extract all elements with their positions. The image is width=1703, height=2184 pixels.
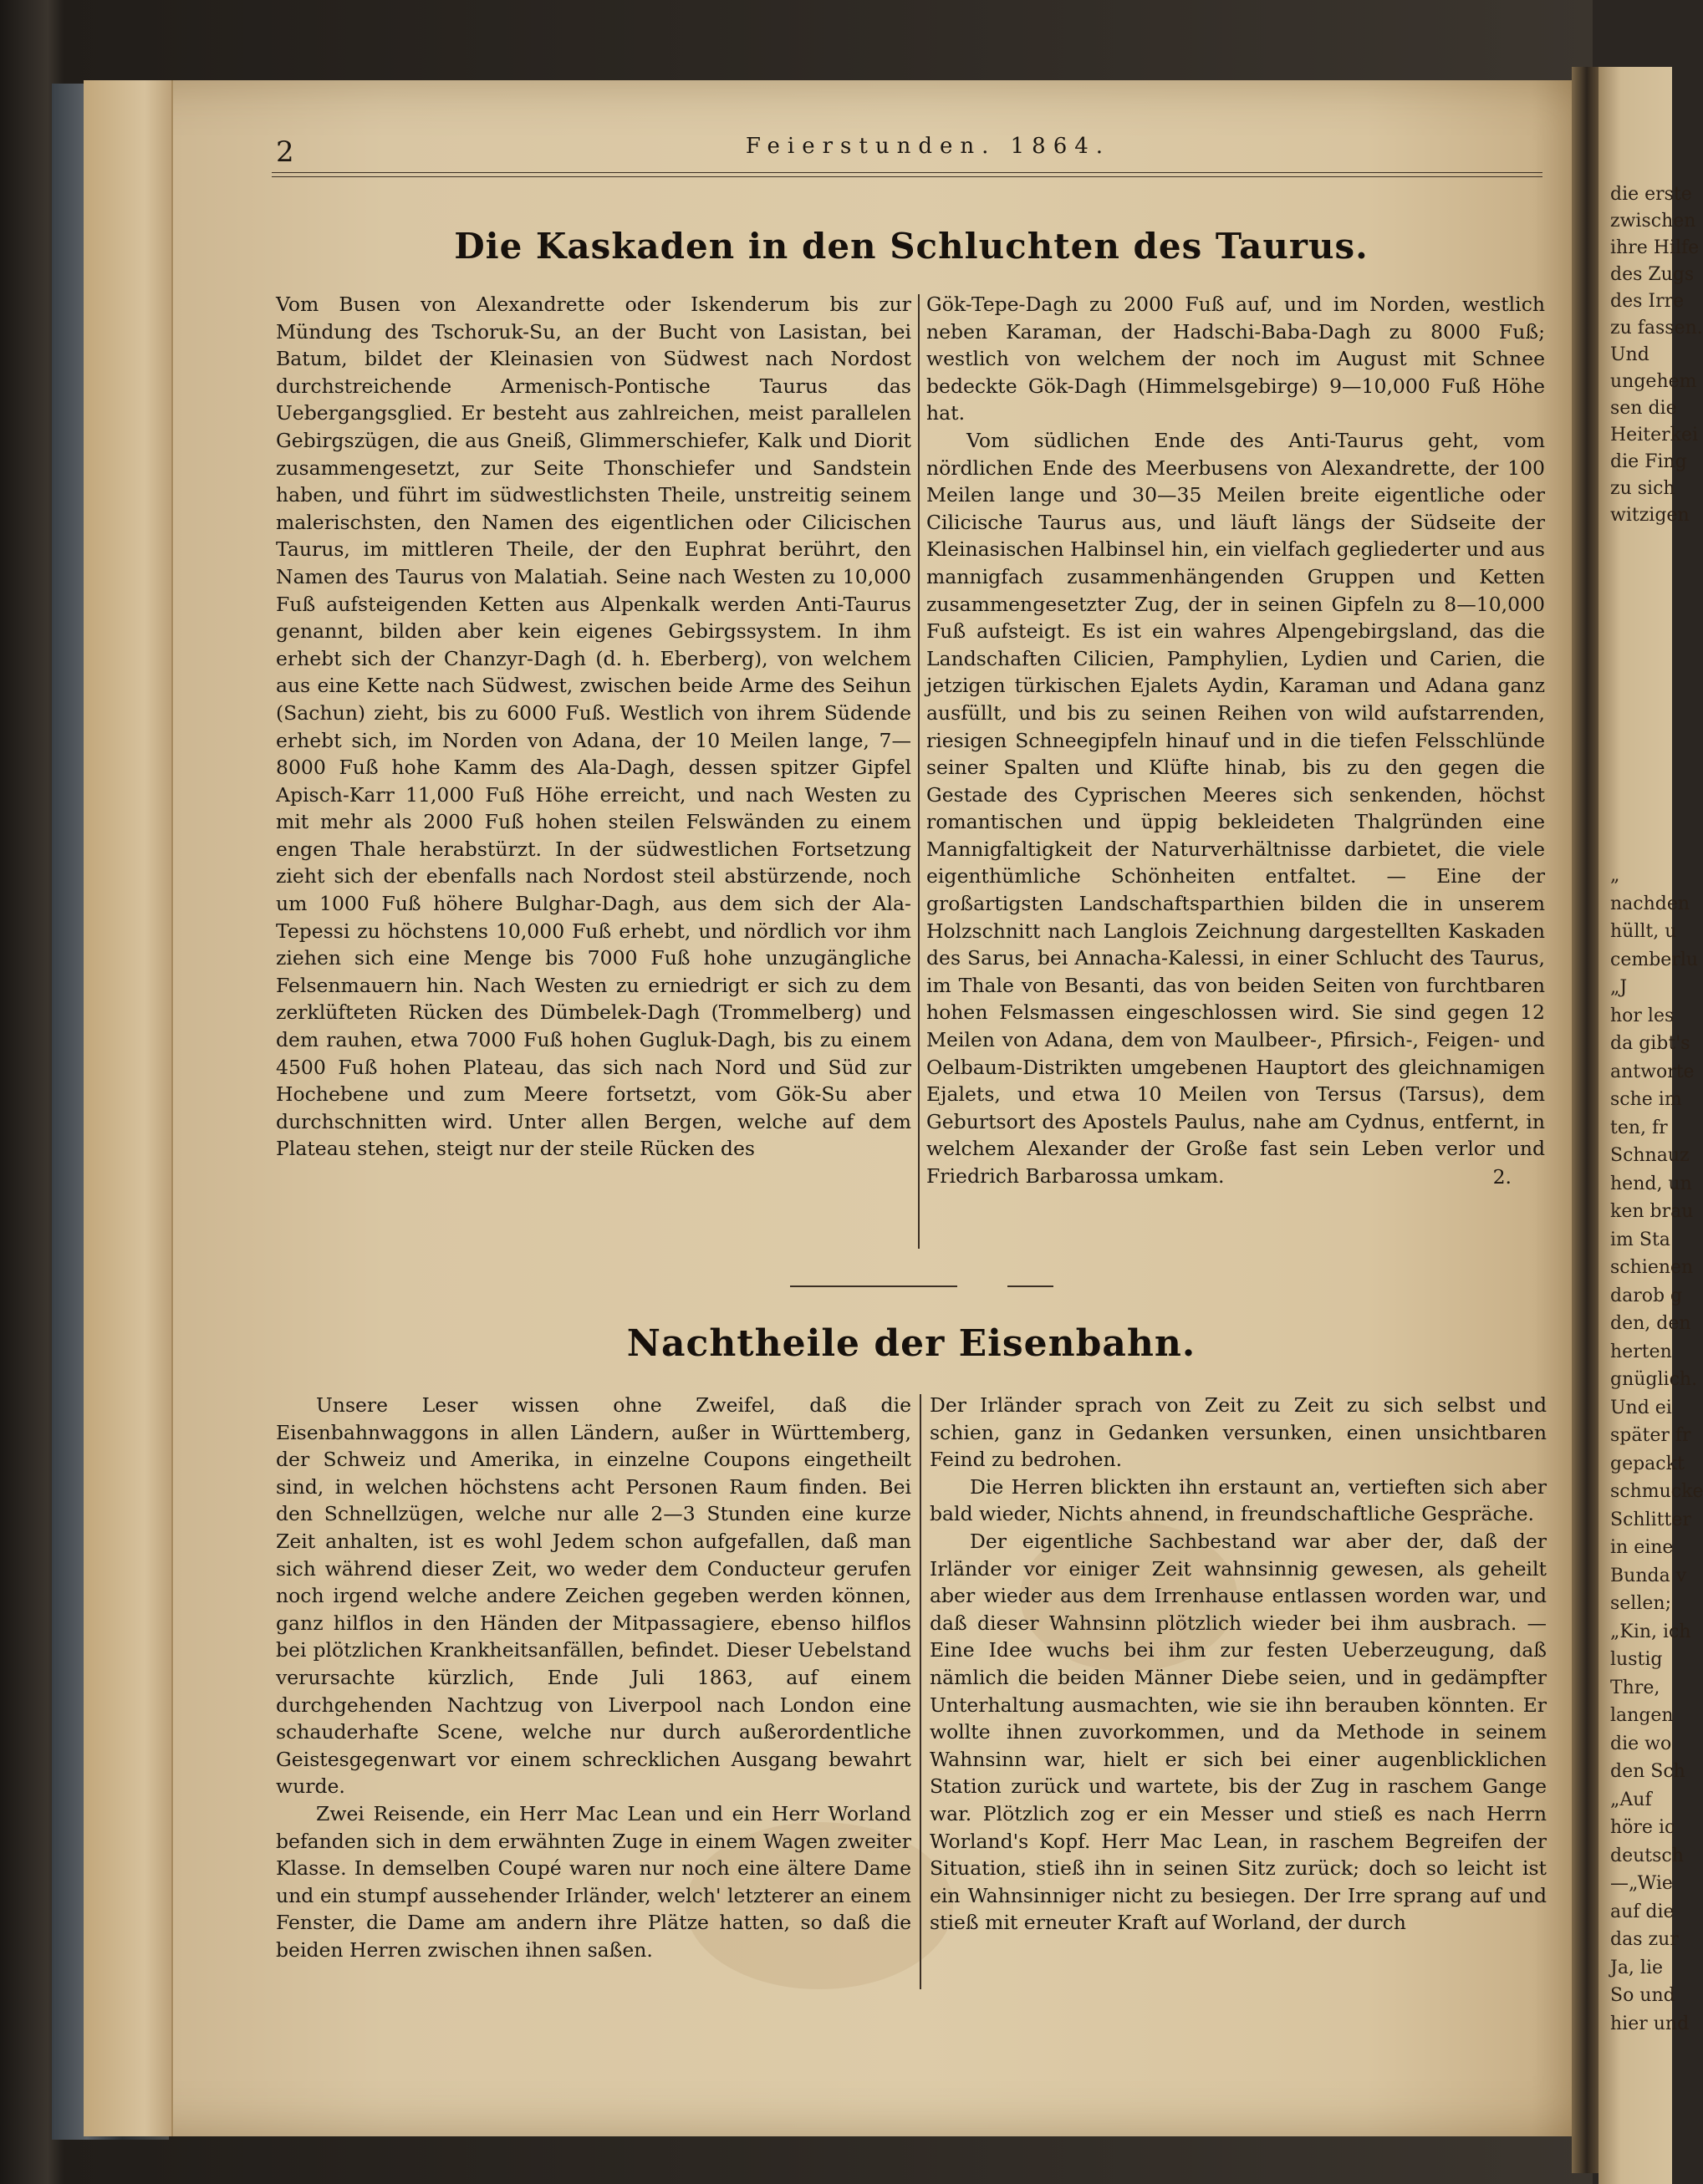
page-fold (84, 80, 173, 2136)
adjacent-page-fragment: Thre, (1610, 1677, 1660, 1698)
article-column-right (926, 291, 1545, 1252)
adjacent-page-fragment: gnüglich. (1610, 1369, 1698, 1390)
adjacent-page-fragment: die erste (1610, 184, 1692, 205)
adjacent-page-fragment: höre ic (1610, 1817, 1675, 1838)
page-number: 2 (276, 135, 294, 169)
paragraph: Unsere Leser wissen ohne Zweifel, daß die Eisenbahnwaggons in allen Ländern, außer in Württemberg, der Schweiz und Amerika, in einzelne Coupons eingetheilt sind, in welchen höchstens acht Personen Raum finden. Bei den Schnellzügen, welche nur alle 2—3 Stunden eine kurze Zeit anhalten, ist es wohl Jedem schon aufgefallen, daß man sich während dieser Zeit, wo weder dem Conducteur gerufen noch irgend welche andere Zeichen gegeben werden können, ganz hilflos in den Händen der Mitpassagiere, ebenso hilflos bei plötzlichen Krankheitsanfällen, befindet. Dieser Uebelstand verursachte kürzlich, Ende Juli 1863, auf einem durchgehenden Nachtzug von Liverpool nach London eine schauderhafte Scene, welche nur durch außerordentliche Geistesgegenwart vor einem schrecklichen Ausgang bewahrt wurde. (276, 1393, 911, 1799)
article-column-left (276, 291, 911, 1252)
adjacent-page-fragment: den, den (1610, 1313, 1691, 1334)
header-rule (272, 172, 1542, 173)
adjacent-page-fragment: ten, fr (1610, 1117, 1668, 1138)
adjacent-page-fragment: herten (1610, 1341, 1672, 1362)
adjacent-page-fragment: des Irre (1610, 291, 1685, 312)
running-head: Feierstunden. 1864. (745, 134, 1111, 159)
adjacent-page-fragment: die Fing (1610, 451, 1687, 472)
adjacent-page-fragment: im Sta (1610, 1229, 1670, 1250)
adjacent-page-fragment: Schlitter (1610, 1509, 1691, 1530)
paragraph: Gök-Tepe-Dagh zu 2000 Fuß auf, und im Norden, westlich neben Karaman, der Hadschi-Baba-Dagh zu 8000 Fuß; westlich von welchem der noch im August mit Schnee bedeckte Gök-Dagh (Himmelsgebirge) 9—10,000 Fuß Höhe hat. (926, 293, 1545, 425)
adjacent-page-fragment: Heiterkei (1610, 425, 1699, 445)
adjacent-page-fragment: Ja, lie (1610, 1957, 1664, 1978)
adjacent-page-fragment: auf die (1610, 1901, 1675, 1922)
adjacent-page-fragment: „Kin, ich (1610, 1621, 1691, 1642)
adjacent-page-fragment: sche im (1610, 1089, 1682, 1110)
article-column-left (276, 1392, 911, 1993)
header-rule (272, 176, 1542, 177)
adjacent-page-fragment: zwischen (1610, 211, 1696, 232)
section-separator (790, 1285, 957, 1287)
adjacent-page-fragment: deutsch (1610, 1845, 1684, 1866)
adjacent-page-fragment: sen die (1610, 398, 1677, 419)
adjacent-page-fragment: hor les (1610, 1005, 1675, 1026)
column-rule (918, 294, 920, 1249)
paragraph: Die Herren blickten ihn erstaunt an, vertieften sich aber bald wieder, Nichts ahnend, in freundschaftliche Gespräche. (930, 1474, 1547, 1526)
adjacent-page-fragment: ungehem (1610, 371, 1697, 392)
adjacent-page-fragment: den Sch (1610, 1761, 1685, 1782)
adjacent-page-fragment: langen (1610, 1705, 1674, 1726)
adjacent-page-fragment: cemberlu (1610, 949, 1699, 970)
adjacent-page-fragment: gepackt (1610, 1453, 1685, 1474)
book-gutter (1572, 67, 1602, 2173)
adjacent-page-fragment: „ (1610, 865, 1620, 886)
section-separator (1007, 1285, 1053, 1287)
article-column-right (930, 1392, 1547, 1993)
adjacent-page-fragment: ihre Hilfe (1610, 237, 1700, 258)
adjacent-page-fragment: schienen (1610, 1257, 1694, 1278)
article-title: Die Kaskaden in den Schluchten des Taurus. (454, 226, 1369, 267)
article-signature: 2. (1492, 1164, 1512, 1189)
adjacent-page-fragment: antworte (1610, 1061, 1695, 1082)
adjacent-page-fragment: darob g (1610, 1285, 1683, 1306)
adjacent-page-fragment: Schnauz (1610, 1145, 1690, 1166)
column-rule (920, 1394, 921, 1989)
adjacent-page-fragment: witzigen (1610, 505, 1690, 526)
paragraph: Der Irländer sprach von Zeit zu Zeit zu sich selbst und schien, ganz in Gedanken versunken, einen unsichtbaren Feind zu bedrohen. (930, 1393, 1547, 1472)
adjacent-page (1598, 67, 1703, 2184)
adjacent-page-fragment: da gibt's (1610, 1033, 1690, 1054)
paragraph: Vom südlichen Ende des Anti-Taurus geht, vom nördlichen Ende des Meerbusens von Alexandrette, der 100 Meilen lange und 30—35 Meilen breite eigentliche oder Cilicische Taurus aus, und läuft längs der Südseite der Kleinasischen Halbinsel hin, ein vielfach gegliederter und aus mannigfach zusammenhängenden Gruppen und Ketten zusammengesetzter Zug, der in seinen Gipfeln zu 8—10,000 Fuß aufsteigt. Es ist ein wahres Alpengebirgsland, das die Landschaften Cilicien, Pamphylien, Lydien und Carien, die jetzigen türkischen Ejalets Aydin, Karaman und Adana ganz ausfüllt, und bis zu seinen Reihen von wild aufstarrenden, riesigen Schneegipfeln hinauf und in die tiefen Felsschlünde seiner Spalten und Klüfte hinab, bis zu den gegen die Gestade des Cyprischen Meeres sich senkenden, höchst romantischen und üppig bekleideten Thalgründen eine Mannigfaltigkeit der Naturverhältnisse darbietet, die viele eigenthümliche Schönheiten entfaltet. — Eine der großartigsten Landschaftsparthien bilden die in unserem Holzschnitt nach Langlois Zeichnung dargestellten Kaskaden des Sarus, bei Annacha-Kalessi, in einer Schlucht des Taurus, im Thale von Besanti, das von beiden Seiten von furchtbaren hohen Felsmassen eingeschlossen wird. Sie sind gegen 12 Meilen von Adana, dem von Maulbeer-, Pfirsich-, Feigen- und Oelbaum-Distrikten umgebenen Hauptort des gleichnamigen Ejalets, und etwa 10 Meilen von Tersus (Tarsus), dem Geburtsort des Apostels Paulus, nahe am Cydnus, entfernt, in welchem Alexander der Große fast sein Leben verlor und Friedrich Barbarossa umkam. (926, 428, 1545, 1188)
adjacent-page-fragment: nachden (1610, 893, 1690, 914)
adjacent-page-fragment: So und (1610, 1985, 1675, 2006)
adjacent-page-fragment: hier und (1610, 2013, 1690, 2034)
adjacent-page-fragment: „J (1610, 977, 1628, 998)
adjacent-page-fragment: lustig (1610, 1649, 1663, 1670)
article-title: Nachtheile der Eisenbahn. (626, 1322, 1196, 1365)
adjacent-page-fragment: Und ei (1610, 1397, 1672, 1418)
adjacent-page-fragment: in eine (1610, 1537, 1674, 1558)
paragraph: Zwei Reisende, ein Herr Mac Lean und ein Herr Worland befanden sich in dem erwähnten Zuge in einem Wagen zweiter Klasse. In demselben Coupé waren nur noch eine ältere Dame und ein stumpf aussehender Irländer, welch' letzterer an einem Fenster, die Dame am andern ihre Plätze hatten, so daß die beiden Herren zwischen ihnen saßen. (276, 1801, 911, 1962)
adjacent-page-fragment: zu fassen. (1610, 318, 1703, 339)
adjacent-page-fragment: schmucke (1610, 1481, 1703, 1502)
paragraph: Der eigentliche Sachbestand war aber der, daß der Irländer vor einiger Zeit wahnsinnig gewesen, als geheilt aber wieder aus dem Irrenhause entlassen worden war, und daß dieser Wahnsinn plötzlich wieder bei ihm ausbrach. — Eine Idee wuchs bei ihm zur festen Ueberzeugung, daß nämlich die beiden Männer Diebe seien, und in gedämpfter Unterhaltung ausmachten, wie sie ihn berauben könnten. Er wollte ihnen zuvorkommen, und da Methode in seinem Wahnsinn war, hielt er sich bei einer augenblicklichen Station zurück und wartete, bis der Zug in raschem Gange war. Plötzlich zog er ein Messer und stieß es nach Herrn Worland's Kopf. Herr Mac Lean, in raschem Begreifen der Situation, stieß ihn in seinen Sitz zurück; doch so leicht ist ein Wahnsinniger nicht zu besiegen. Der Irre sprang auf und stieß mit erneuter Kraft auf Worland, der durch (930, 1529, 1547, 1935)
adjacent-page-fragment: Bunda v (1610, 1565, 1687, 1586)
adjacent-page-fragment: hüllt, u (1610, 921, 1677, 942)
adjacent-page-fragment: zu sich (1610, 478, 1675, 499)
adjacent-page-fragment: ken brau (1610, 1201, 1694, 1222)
adjacent-page-fragment: die wo (1610, 1733, 1672, 1754)
adjacent-page-fragment: Und (1610, 344, 1649, 365)
adjacent-page-fragment: des Zugs (1610, 264, 1695, 285)
adjacent-page-fragment: hend, un (1610, 1173, 1692, 1194)
adjacent-page-fragment: später fr (1610, 1425, 1691, 1446)
paragraph: Vom Busen von Alexandrette oder Iskenderum bis zur Mündung des Tschoruk-Su, an der Bucht von Lasistan, bei Batum, bildet der Kleinasien von Südwest nach Nordost durchstreichende Armenisch-Pontische Taurus das Uebergangsglied. Er besteht aus zahlreichen, meist parallelen Gebirgszügen, die aus Gneiß, Glimmerschiefer, Kalk und Diorit zusammengesetzt, zur Seite Thonschiefer und Sandstein haben, und führt im südwestlichsten Theile, unstreitig seinem malerischsten, den Namen des eigentlichen oder Cilicischen Taurus, im mittleren Theile, der den Euphrat berührt, den Namen des Taurus von Malatiah. Seine nach Westen zu 10,000 Fuß aufsteigenden Ketten aus Alpenkalk werden Anti-Taurus genannt, bilden aber kein eigenes Gebirgssystem. In ihm erhebt sich der Chanzyr-Dagh (d. h. Eberberg), von welchem aus eine Kette nach Südwest, zwischen beide Arme des Seihun (Sachun) zieht, bis zu 6000 Fuß. Westlich von ihrem Südende erhebt sich, im Norden von Adana, der 10 Meilen lange, 7—8000 Fuß hohe Kamm des Ala-Dagh, dessen spitzer Gipfel Apisch-Karr 11,000 Fuß Höhe erreicht, und nach Westen zu mit mehr als 2000 Fuß hohen steilen Felswänden zu einem engen Thale herabstürzt. In der südwestlichen Fortsetzung zieht sich der ebenfalls nach Nordost steil abstürzende, noch um 1000 Fuß höhere Bulghar-Dagh, aus dem sich der Ala-Tepessi zu höchstens 10,000 Fuß erhebt, und nördlich vor ihm ziehen sich eine Menge bis 7000 Fuß hohe unzugängliche Felsenmauern hin. Nach Westen zu erniedrigt er sich zu dem zerklüfteten Rücken des Dümbelek-Dagh (Trommelberg) und dem rauhen, etwa 7000 Fuß hohen Gugluk-Dagh, bis zu einem 4500 Fuß hohen Plateau, das sich nach Nord und Süd zur Hochebene und zum Meere fortsetzt, vom Gök-Su aber durchschnitten wird. Unter allen Bergen, welche auf dem Plateau stehen, steigt nur der steile Rücken des (276, 293, 911, 1161)
adjacent-page-fragment: sellen; (1610, 1593, 1671, 1614)
adjacent-page-fragment: das zur (1610, 1929, 1679, 1950)
adjacent-page-fragment: „Auf (1610, 1789, 1652, 1810)
adjacent-page-fragment: —„Wie (1610, 1873, 1673, 1894)
